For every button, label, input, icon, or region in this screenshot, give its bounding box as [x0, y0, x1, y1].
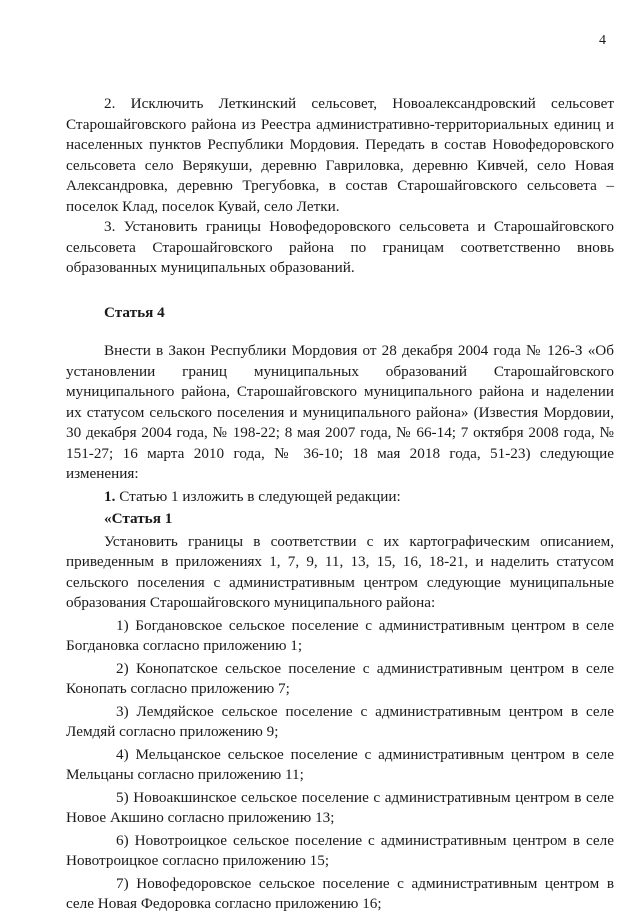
- list-item: 1) Богдановское сельское поселение с административным центром в селе Богдановка согласно приложению 1;: [66, 616, 614, 654]
- list-item: 7) Новофедоровское сельское поселение с административным центром в селе Новая Федоровка согласно приложению 16;: [66, 874, 614, 912]
- document-body: [66, 94, 614, 915]
- list-item: 4) Мельцанское сельское поселение с административным центром в селе Мельцаны согласно приложению 11;: [66, 745, 614, 783]
- item-1-text: Статью 1 изложить в следующей редакции:: [115, 487, 401, 505]
- article-4-heading: Статья 4: [104, 303, 165, 321]
- page-number: 4: [599, 33, 606, 48]
- list-item: 5) Новоакшинское сельское поселение с административным центром в селе Новое Акшино согласно приложению 13;: [66, 788, 614, 826]
- article-4-intro: Внести в Закон Республики Мордовия от 28 декабря 2004 года № 126-З «Об установлении границ муниципальных образований Старошайговского муниципального района, Старошайговского муниципального района и наделении их статусом сельского поселения и муниципального района» (Известия Мордовии, 30 декабря 2004 года, № 198-22; 8 мая 2007 года, № 66-14; 7 октября 2008 года, № 151-27; 16 марта 2010 года, № 36-10; 18 мая 2018 года, 51-23) следующие изменения:: [66, 342, 614, 482]
- article-1-heading: «Статья 1: [104, 510, 173, 527]
- paragraph-3: 3. Установить границы Новофедоровского сельсовета и Старошайговского сельсовета Старошайговского района по границам соответственно вновь образованных муниципальных образований.: [66, 218, 614, 276]
- list-item: 3) Лемдяйское сельское поселение с административным центром в селе Лемдяй согласно приложению 9;: [66, 702, 614, 740]
- list-item: 2) Конопатское сельское поселение с административным центром в селе Конопать согласно приложению 7;: [66, 659, 614, 697]
- paragraph-2: 2. Исключить Леткинский сельсовет, Новоалександровский сельсовет Старошайговского района из Реестра административно-территориальных единиц и населенных пунктов Республики Мордовия. Передать в состав Новофедоровского сельсовета село Верякуши, деревню Гавриловка, деревню Кивчей, село Новая Александровка, деревню Трегубовка, в состав Старошайговского сельсовета – поселок Клад, поселок Кувай, село Летки.: [66, 95, 614, 215]
- item-1: [66, 487, 614, 508]
- list-item: 6) Новотроицкое сельское поселение с административным центром в селе Новотроицкое согласно приложению 15;: [66, 831, 614, 869]
- item-1-number: 1.: [104, 487, 116, 505]
- article-1-intro: Установить границы в соответствии с их картографическим описанием, приведенным в приложениях 1, 7, 9, 11, 13, 15, 16, 18-21, и наделить статусом сельского поселения с административным центром следующие муниципальные образования Старошайговского муниципального района:: [66, 532, 614, 611]
